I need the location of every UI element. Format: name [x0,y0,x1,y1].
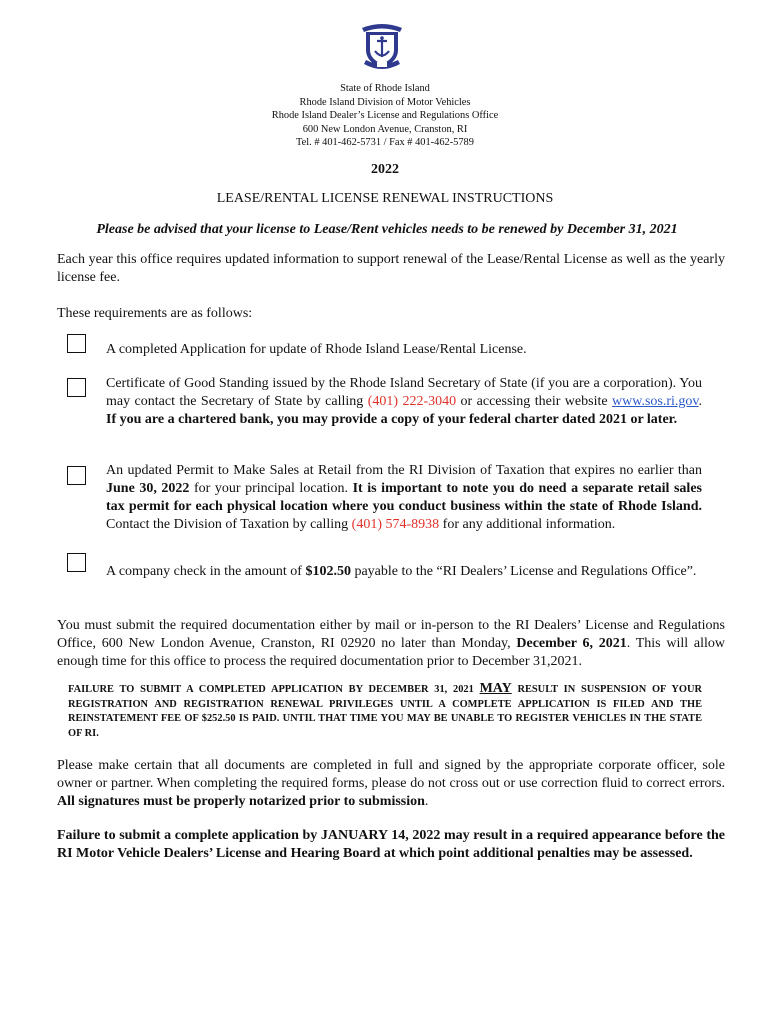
requirement-item-1: A completed Application for update of Rhode Island Lease/Rental License. [106,342,527,357]
sos-website-link[interactable]: www.sos.ri.gov [612,394,699,409]
header-address: 600 New London Avenue, Cranston, RI [302,123,468,135]
rhode-island-state-seal-icon [356,20,408,72]
notarization-requirement: All signatures must be properly notarized prior to submission [57,794,425,809]
signature-text: . [424,794,429,809]
signature-paragraph [57,757,725,811]
requirement-checkbox-1[interactable] [67,334,86,353]
taxation-division-phone: (401) 574-8938 [351,517,440,532]
page-title: LEASE/RENTAL LICENSE RENEWAL INSTRUCTIONS [216,191,554,206]
failure-warning [68,682,702,741]
requirement-item-2 [106,375,702,429]
renewal-deadline-notice: Please be advised that your license to Lease/Rent vehicles needs to be renewed by December 31, 2021 [96,222,678,237]
requirement-3-text: Contact the Division of Taxation by calling [106,517,352,532]
requirement-4-text: payable to the “RI Dealers’ License and Regulations Office”. [350,564,697,579]
secretary-of-state-phone: (401) 222-3040 [367,394,457,409]
submission-text: . This will allow enough time for this office to process the required documentation prior to December 31,2021. [57,636,725,669]
permit-expiry-date: June 30, 2022 [106,481,190,496]
requirement-2-text: . [698,394,702,409]
requirement-3-text: for your principal location. [189,481,353,496]
warning-may-emphasis: MAY [479,681,512,696]
document-year: 2022 [371,162,399,177]
final-penalty-paragraph: Failure to submit a complete application by JANUARY 14, 2022 may result in a required appearance before the RI Motor Vehicle Dealers’ License and Hearing Board at which point additional penalties may be assessed. [57,828,725,861]
requirement-checkbox-2[interactable] [67,378,86,397]
requirement-checkbox-3[interactable] [67,466,86,485]
warning-text: FAILURE TO SUBMIT A COMPLETED APPLICATION BY DECEMBER 31, 2021 [68,684,480,695]
signature-text: Please make certain that all documents are completed in full and signed by the appropriate corporate officer, sole owner or partner. When completing the required forms, please do not cross out or use correction fluid to correct errors. [57,758,725,791]
requirement-2-text: or accessing their website [456,394,613,409]
submission-text: You must submit the required documentation either by mail or in-person to the RI Dealers’ License and Regulations Office, 600 New London Avenue, Cranston, RI 02920 no later than Monday, [57,618,725,651]
check-amount: $102.50 [305,564,351,579]
requirement-2-text: Certificate of Good Standing issued by the Rhode Island Secretary of State (if you are a corporation). You may contact the Secretary of State by calling [106,376,702,409]
requirement-item-3 [106,462,702,534]
separate-permit-note: It is important to note you do need a separate retail sales tax permit for each physical location where you conduct business within the state of Rhode Island. [106,481,702,514]
header-state: State of Rhode Island [340,83,430,94]
requirement-item-4 [106,563,702,581]
header-office: Rhode Island Dealer’s License and Regulations Office [271,110,499,122]
requirement-3-text: An updated Permit to Make Sales at Retail from the RI Division of Taxation that expires no earlier than [106,463,702,478]
submission-paragraph [57,617,725,671]
header-phone-fax: Tel. # 401-462-5731 / Fax # 401-462-5789 [296,137,474,149]
requirement-4-text: A company check in the amount of [106,564,306,579]
requirements-intro: These requirements are as follows: [57,306,253,321]
warning-text: RESULT IN SUSPENSION OF YOUR REGISTRATION AND REGISTRATION RENEWAL PRIVILEGES UNTIL A COMPLETE APPLICATION IS FILED AND THE REINSTATEMENT FEE OF $252.50 IS PAID. UNTIL THAT TIME YOU MAY BE UNABLE TO REGISTER VEHICLES IN THE STATE OF RI. [68,684,702,739]
requirement-3-text: for any additional information. [439,517,616,532]
submission-deadline: December 6, 2021 [516,636,627,651]
agency-header [0,82,770,150]
requirement-checkbox-4[interactable] [67,553,86,572]
intro-paragraph: Each year this office requires updated information to support renewal of the Lease/Rental License as well as the yearly license fee. [57,252,725,285]
header-division: Rhode Island Division of Motor Vehicles [299,96,471,108]
chartered-bank-note: If you are a chartered bank, you may provide a copy of your federal charter dated 2021 or later. [106,412,678,427]
